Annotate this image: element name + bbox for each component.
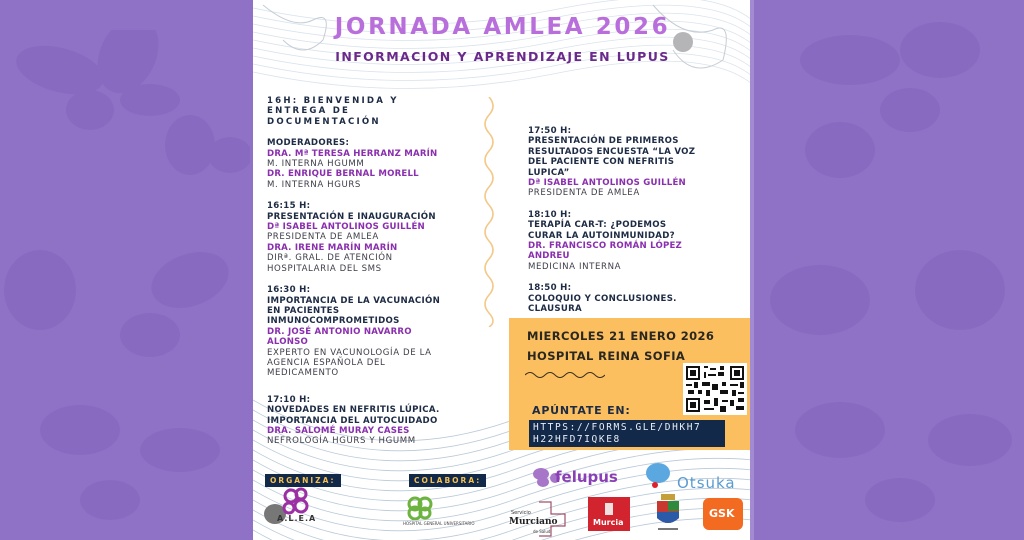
topic-label: EN PACIENTES	[267, 305, 340, 316]
time-label: 16:15 H:	[267, 201, 311, 212]
topic-label: IMPORTANCIA DE LA VACUNACIÓN	[267, 295, 441, 306]
murcia-logo-text: Murcia	[593, 518, 624, 527]
schedule-item-1630	[267, 285, 477, 379]
topic-label: NOVEDADES EN NEFRITIS LÚPICA.	[267, 405, 440, 416]
signup-link-line[interactable]: H22HFD7IQKE8	[533, 433, 621, 445]
speaker-role: PRESIDENTA DE AMLEA	[528, 188, 640, 199]
gsk-logo	[703, 498, 743, 530]
topic-label: INMUNOCOMPROMETIDOS	[267, 316, 400, 327]
schedule-item-moderators	[267, 138, 477, 190]
butterfly-decoration-icon	[790, 390, 1020, 530]
topic-label: PRESENTACIÓN E INAUGURACIÓN	[267, 211, 436, 222]
time-label: 17:10 H:	[267, 394, 311, 405]
schedule-item-1750	[528, 126, 728, 199]
speaker-name: DRA. SALOMÉ MURAY CASES	[267, 425, 410, 436]
qr-code-icon	[686, 366, 744, 412]
sms-text: de Salud	[533, 529, 551, 534]
squiggle-decoration	[525, 370, 605, 380]
topic-label: DEL PACIENTE CON NEFRITIS	[528, 157, 675, 168]
time-label: ENTREGA DE	[267, 106, 351, 117]
amlea-logo	[263, 486, 328, 538]
speaker-name: Dª ISABEL ANTOLINOS GUILLÉN	[528, 178, 686, 189]
time-label: 18:10 H:	[528, 209, 572, 220]
time-label: 16H: BIENVENIDA Y	[267, 96, 399, 106]
time-label: 17:50 H:	[528, 126, 572, 136]
page-title: JORNADA AMLEA 2026	[334, 14, 671, 40]
topic-label: IMPORTANCIA DEL AUTOCUIDADO	[267, 415, 438, 426]
event-date: MIERCOLES 21 ENERO 2026	[527, 329, 715, 343]
speaker-name: DR. ENRIQUE BERNAL MORELL	[267, 169, 419, 180]
speaker-role: HOSPITALARIA DEL SMS	[267, 263, 382, 274]
butterfly-decoration-icon	[760, 240, 1020, 370]
poster-edge	[750, 0, 754, 540]
speaker-name: DRA. IRENE MARÍN MARÍN	[267, 242, 398, 253]
butterfly-decoration-icon	[10, 30, 180, 130]
speaker-role: M. INTERNA HGURS	[267, 179, 361, 190]
schedule-item-1710	[267, 395, 477, 447]
speaker-name: DR. JOSÉ ANTONIO NAVARRO	[267, 326, 412, 337]
speaker-role: MEDICINA INTERNA	[528, 261, 622, 272]
schedule-item-1810	[528, 210, 728, 272]
event-poster	[253, 0, 752, 540]
topic-label: MODERADORES:	[267, 138, 350, 149]
topic-label: TERAPÍA CAR-T: ¿PODEMOS	[528, 220, 667, 231]
murcia-logo	[588, 497, 630, 531]
sms-text: Murciano	[509, 517, 558, 527]
speaker-name: ANDREU	[528, 251, 570, 262]
time-label: 16:30 H:	[267, 285, 311, 296]
amlea-logo-text: A.L.E.A	[277, 514, 317, 523]
speaker-role: DIRª. GRAL. DE ATENCIÓN	[267, 253, 393, 264]
servicio-murciano-salud-logo	[509, 500, 579, 538]
page-subtitle: INFORMACION Y APRENDIZAJE EN LUPUS	[335, 49, 670, 64]
ayuntamiento-logo	[655, 494, 681, 534]
speaker-name: Dª ISABEL ANTOLINOS GUILLÉN	[267, 222, 425, 233]
hospital-logo	[403, 496, 493, 536]
schedule-right-column	[528, 126, 728, 326]
otsuka-logo-text: Otsuka	[677, 474, 736, 492]
speaker-role: M. INTERNA HGUMM	[267, 159, 365, 170]
felupus-logo-text: felupus	[555, 468, 618, 486]
speaker-name: DRA. Mª TERESA HERRANZ MARÍN	[267, 148, 438, 159]
felupus-logo	[533, 464, 623, 490]
speaker-name: DR. FRANCISCO ROMÁN LÓPEZ	[528, 241, 682, 252]
schedule-item-welcome	[267, 96, 477, 127]
butterfly-decoration-icon	[20, 390, 230, 530]
topic-label: RESULTADOS ENCUESTA “LA VOZ	[528, 146, 696, 157]
topic-label: PRESENTACIÓN DE PRIMEROS	[528, 136, 679, 147]
wavy-divider	[479, 97, 499, 327]
topic-label: COLOQUIO Y CONCLUSIONES.	[528, 293, 677, 304]
speaker-role: MEDICAMENTO	[267, 368, 339, 379]
event-info-box	[509, 318, 751, 450]
schedule-item-1615	[267, 201, 477, 274]
otsuka-logo	[645, 462, 745, 494]
time-label: DOCUMENTACIÓN	[267, 116, 381, 127]
speaker-role: AGENCIA ESPAÑOLA DEL	[267, 357, 386, 368]
speaker-role: NEFROLOGÍA HGURS Y HGUMM	[267, 436, 416, 447]
schedule-item-1850	[528, 283, 728, 314]
butterfly-decoration-icon	[0, 240, 240, 370]
crown-icon	[605, 503, 613, 515]
topic-label: CLAUSURA	[528, 304, 582, 315]
speaker-role: EXPERTO EN VACUNOLOGÍA DE LA	[267, 347, 432, 358]
colabora-label: COLABORA:	[409, 474, 486, 487]
topic-label: CURAR LA AUTOINMUNIDAD?	[528, 230, 675, 241]
schedule-left-column	[267, 96, 477, 458]
speaker-role: PRESIDENTA DE AMLEA	[267, 232, 379, 243]
signup-link[interactable]	[529, 420, 725, 447]
butterfly-decoration-icon	[800, 110, 900, 190]
hospital-logo-text: HOSPITAL GENERAL UNIVERSITARIO	[403, 521, 475, 526]
signup-link-line[interactable]: HTTPS://FORMS.GLE/DHKH7	[533, 422, 702, 433]
hospital-clover-icon	[403, 496, 437, 520]
qr-code[interactable]	[683, 363, 747, 415]
sms-text: Servicio	[511, 510, 531, 516]
event-venue: HOSPITAL REINA SOFIA	[527, 349, 686, 363]
coat-of-arms-icon	[655, 494, 681, 534]
speaker-name: ALONSO	[267, 337, 309, 348]
topic-label: LUPICA”	[528, 167, 570, 178]
signup-label: APÚNTATE EN:	[532, 404, 631, 417]
gsk-logo-text: GSK	[709, 507, 735, 520]
otsuka-drop-icon	[645, 462, 671, 488]
butterfly-decoration-icon	[160, 110, 250, 190]
organiza-label: ORGANIZA:	[265, 474, 341, 487]
time-label: 18:50 H:	[528, 283, 572, 294]
